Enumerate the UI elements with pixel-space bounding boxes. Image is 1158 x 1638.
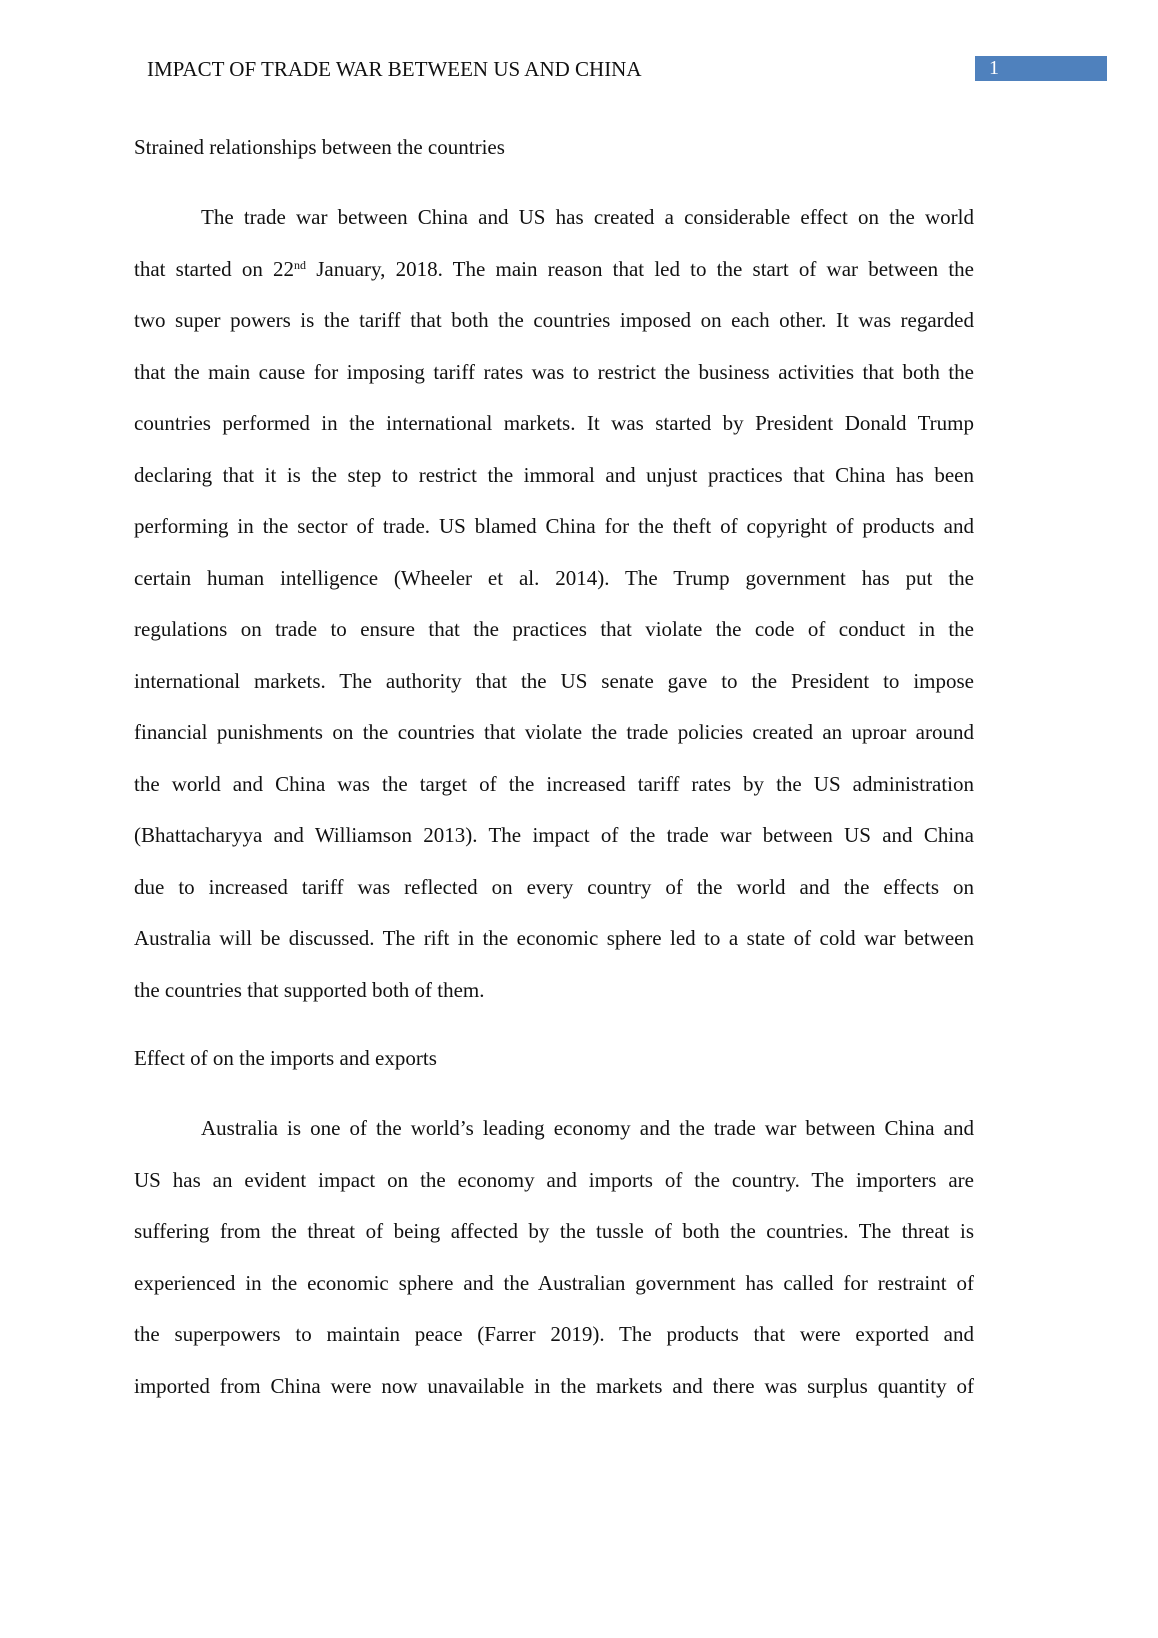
paragraph-line: regulations on trade to ensure that the practices that violate the code of conduct in the xyxy=(134,617,974,641)
paragraph-line: The trade war between China and US has created a considerable effect on the world xyxy=(201,205,974,229)
paragraph-line: two super powers is the tariff that both the countries imposed on each other. It was regarded xyxy=(134,308,974,332)
paragraph-strained-relationships xyxy=(134,192,974,1016)
section-heading-imports-exports: Effect of on the imports and exports xyxy=(134,1046,437,1070)
paragraph-line: Australia is one of the world’s leading economy and the trade war between China and xyxy=(201,1116,974,1140)
running-header-title: IMPACT OF TRADE WAR BETWEEN US AND CHINA xyxy=(147,57,642,81)
paragraph-line: imported from China were now unavailable in the markets and there was surplus quantity of xyxy=(134,1373,974,1398)
paragraph-imports-exports xyxy=(134,1103,974,1412)
page-number-badge xyxy=(975,56,1107,81)
paragraph-line: performing in the sector of trade. US blamed China for the theft of copyright of products and xyxy=(134,514,974,538)
paragraph-line: the superpowers to maintain peace (Farrer 2019). The products that were exported and xyxy=(134,1322,974,1346)
paragraph-line: certain human intelligence (Wheeler et al. 2014). The Trump government has put the xyxy=(134,565,974,590)
paragraph-line: that the main cause for imposing tariff rates was to restrict the business activities that both the xyxy=(134,359,974,384)
line-text: that started on 22 xyxy=(134,256,295,281)
paragraph-line: the countries that supported both of them. xyxy=(134,977,485,1002)
paragraph-line: the world and China was the target of the increased tariff rates by the US administration xyxy=(134,771,974,796)
paragraph-line: declaring that it is the step to restrict the immoral and unjust practices that China has been xyxy=(134,462,974,487)
paragraph-line: (Bhattacharyya and Williamson 2013). The impact of the trade war between US and China xyxy=(134,823,974,847)
section-heading-strained-relationships: Strained relationships between the countries xyxy=(134,135,505,159)
paragraph-line: experienced in the economic sphere and the Australian government has called for restraint of xyxy=(134,1270,974,1295)
paragraph-line: countries performed in the international markets. It was started by President Donald Trump xyxy=(134,411,974,435)
paragraph-line xyxy=(134,244,974,296)
paragraph-line: US has an evident impact on the economy and imports of the country. The importers are xyxy=(134,1167,974,1192)
paragraph-line: international markets. The authority that the US senate gave to the President to impose xyxy=(134,668,974,693)
page-number: 1 xyxy=(989,57,999,79)
paragraph-line: suffering from the threat of being affected by the tussle of both the countries. The threat is xyxy=(134,1219,974,1243)
paragraph-line: financial punishments on the countries that violate the trade policies created an uproar around xyxy=(134,720,974,744)
line-text: January, 2018. The main reason that led to the start of war between the xyxy=(306,256,975,281)
paragraph-line: due to increased tariff was reflected on every country of the world and the effects on xyxy=(134,874,974,899)
paragraph-line: Australia will be discussed. The rift in the economic sphere led to a state of cold war between xyxy=(134,926,974,950)
ordinal-superscript: nd xyxy=(294,257,307,272)
